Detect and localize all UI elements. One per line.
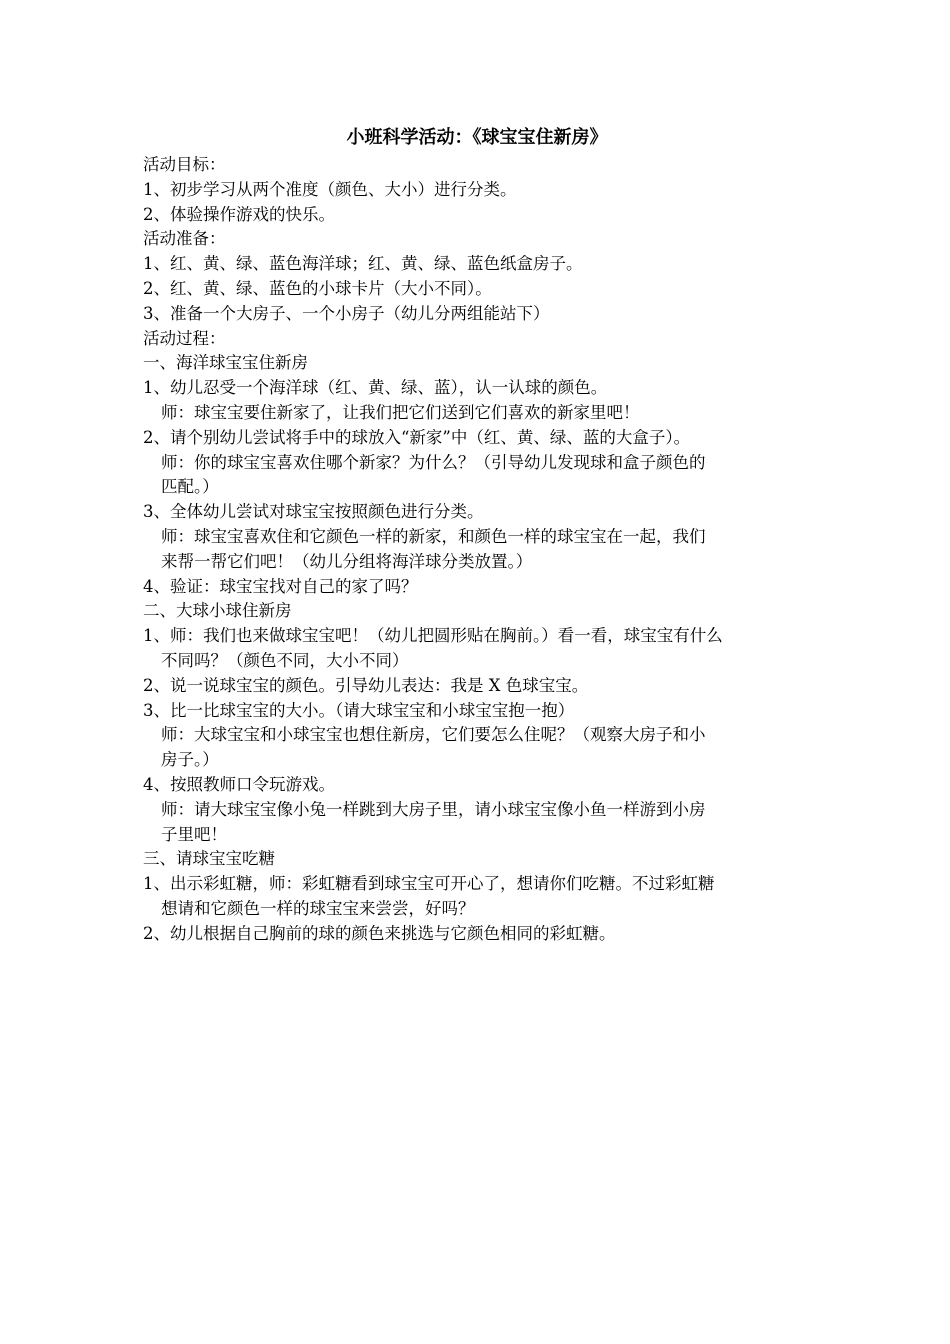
text-line: 想请和它颜色一样的球宝宝来尝尝，好吗？ (161, 898, 475, 918)
text-line: 来帮一帮它们吧！（幼儿分组将海洋球分类放置。） (161, 551, 533, 571)
text-line: 1、出示彩虹糖，师：彩虹糖看到球宝宝可开心了，想请你们吃糖。不过彩虹糖 (143, 874, 715, 894)
text-line: 一、海洋球宝宝住新房 (143, 353, 308, 373)
document-lines (143, 153, 811, 947)
text-line: 1、初步学习从两个准度（颜色、大小）进行分类。 (143, 179, 517, 199)
document-title: 小班科学活动：《球宝宝住新房》 (346, 127, 608, 148)
text-line: 2、体验操作游戏的快乐。 (143, 204, 335, 224)
text-line: 1、师：我们也来做球宝宝吧！（幼儿把圆形贴在胸前。）看一看，球宝宝有什么 (143, 626, 723, 646)
text-line: 3、准备一个大房子、一个小房子（幼儿分两组能站下） (143, 303, 550, 323)
text-line: 1、幼儿忍受一个海洋球（红、黄、绿、蓝），认一认球的颜色。 (143, 378, 608, 398)
text-line: 4、按照教师口令玩游戏。 (143, 774, 335, 794)
text-line: 3、全体幼儿尝试对球宝宝按照颜色进行分类。 (143, 502, 484, 522)
text-line: 1、红、黄、绿、蓝色海洋球；红、黄、绿、蓝色纸盒房子。 (143, 254, 583, 274)
text-line: 不同吗？（颜色不同，大小不同） (161, 650, 409, 670)
text-line: 子里吧！ (161, 824, 227, 844)
text-line: 房子。） (161, 750, 219, 770)
text-line: 匹配。） (161, 477, 219, 497)
text-line: 师：大球宝宝和小球宝宝也想住新房，它们要怎么住呢？（观察大房子和小 (161, 725, 706, 745)
text-line: 活动目标： (143, 155, 226, 174)
text-line: 3、比一比球宝宝的大小。（请大球宝宝和小球宝宝抱一抱） (143, 700, 575, 720)
text-line: 4、验证：球宝宝找对自己的家了吗？ (143, 576, 418, 596)
text-line: 2、说一说球宝宝的颜色。引导幼儿表达：我是 X 色球宝宝。 (143, 675, 589, 695)
text-line: 师：球宝宝喜欢住和它颜色一样的新家，和颜色一样的球宝宝在一起，我们 (161, 526, 706, 546)
text-line: 2、幼儿根据自己胸前的球的颜色来挑选与它颜色相同的彩虹糖。 (143, 923, 616, 943)
document-body (143, 124, 811, 947)
text-line: 二、大球小球住新房 (143, 601, 292, 621)
text-line: 2、请个别幼儿尝试将手中的球放入“新家”中（红、黄、绿、蓝的大盒子）。 (143, 427, 691, 447)
text-line: 活动过程： (143, 328, 226, 348)
text-line: 活动准备： (143, 229, 226, 249)
text-line: 师：请大球宝宝像小兔一样跳到大房子里，请小球宝宝像小鱼一样游到小房 (161, 799, 706, 819)
text-line: 三、请球宝宝吃糖 (143, 849, 275, 869)
text-line: 2、红、黄、绿、蓝色的小球卡片（大小不同）。 (143, 278, 492, 298)
text-line: 师：球宝宝要住新家了，让我们把它们送到它们喜欢的新家里吧！ (161, 402, 640, 422)
text-line: 师：你的球宝宝喜欢住哪个新家？为什么？（引导幼儿发现球和盒子颜色的 (161, 452, 706, 472)
